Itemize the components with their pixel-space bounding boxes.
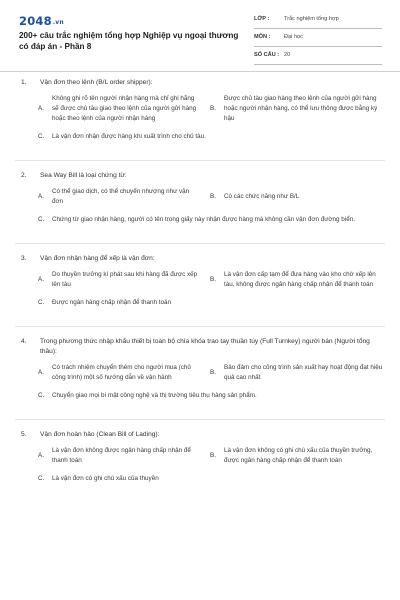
question-text [0, 337, 400, 357]
answer-options [0, 94, 400, 142]
answer-row [0, 215, 400, 225]
question-number: 4. [21, 338, 27, 345]
site-logo[interactable] [19, 14, 64, 28]
question-number: 2. [21, 172, 27, 179]
question-separator [15, 326, 385, 327]
answer-option[interactable] [38, 215, 383, 225]
answer-options [0, 187, 400, 225]
question-separator [15, 160, 385, 161]
meta-box [254, 13, 382, 67]
answer-option[interactable] [38, 94, 210, 124]
option-letter: C. [38, 392, 45, 399]
answer-row [0, 270, 400, 290]
answer-row [0, 187, 400, 207]
option-letter: B. [210, 193, 216, 200]
question-stem: Vận đơn hoàn hảo (Clean Bill of Lading): [40, 431, 160, 438]
option-text: Có thể giao dịch, có thể chuyển nhượng như vận đơn [52, 188, 190, 205]
option-letter: B. [210, 452, 216, 459]
meta-row-socau [254, 49, 382, 65]
question-stem: Vận đơn nhận hàng để xếp là vận đơn: [40, 255, 155, 262]
answer-row [0, 363, 400, 383]
option-text: Bảo đảm cho công trình sản xuất hay hoạt động đạt hiệu quả cao nhất [224, 364, 383, 381]
answer-row [0, 446, 400, 466]
option-letter: A. [38, 193, 44, 200]
option-letter: B. [210, 105, 216, 112]
question-number: 5. [21, 431, 27, 438]
option-text: Chuyển giao mọi bí mật công nghệ và thị trường tiêu thụ hàng sản phẩm. [52, 392, 257, 399]
answer-option[interactable] [210, 94, 385, 124]
option-text: Do thuyền trưởng kí phát sau khi hàng đã được xếp lên tàu [52, 271, 198, 288]
meta-value-mon: Đại học [284, 34, 303, 40]
question-text [0, 78, 400, 88]
answer-option[interactable] [38, 298, 383, 308]
option-text: Có các chức năng như B/L [224, 193, 300, 200]
answer-option[interactable] [38, 474, 383, 484]
meta-value-lop: Trắc nghiệm tổng hợp [284, 16, 339, 22]
question-list [0, 78, 400, 502]
answer-option[interactable] [38, 446, 210, 466]
option-text: Là vận đơn không được ngân hàng chấp nhận để thanh toán [52, 447, 191, 464]
answer-option[interactable] [38, 132, 383, 142]
document-title: 200+ câu trắc nghiệm tổng hợp Nghiệp vụ ngoại thương có đáp án - Phần 8 [19, 31, 239, 51]
meta-row-lop [254, 13, 382, 29]
option-letter: C. [38, 133, 45, 140]
option-letter: A. [38, 276, 44, 283]
option-text: Có trách nhiệm chuyển thêm cho người mua (chủ công trình) một số hướng dẫn về vận hành [52, 364, 191, 381]
question-separator [15, 243, 385, 244]
logo-text: 2048 [19, 14, 52, 28]
meta-label-lop: LỚP : [254, 16, 270, 22]
answer-option[interactable] [210, 192, 385, 202]
answer-option[interactable] [210, 270, 385, 290]
logo-suffix: .vn [52, 19, 64, 26]
question-item [0, 337, 400, 419]
meta-label-mon: MÔN : [254, 34, 271, 40]
question-stem: Sea Way Bill là loại chứng từ: [40, 172, 127, 179]
question-text [0, 430, 400, 440]
option-text: Được ngân hàng chấp nhận để thanh toán [52, 299, 171, 306]
option-letter: A. [38, 369, 44, 376]
answer-row [0, 298, 400, 308]
option-text: Là vận đơn không có ghi chú xấu của thuyền trưởng, được ngân hàng chấp nhận để thanh toán [224, 447, 373, 464]
option-letter: C. [38, 475, 45, 482]
question-stem: Vận đơn theo lệnh (B/L order shipper): [40, 79, 153, 86]
question-item [0, 430, 400, 502]
option-text: Không ghi rõ tên người nhận hàng mà chỉ ghi hãng sẽ được chủ tàu giao theo lệnh của người gửi hàng hoặc theo lệnh của người nhận hàng [52, 95, 197, 122]
option-text: Được chủ tàu giao hàng theo lệnh của người gửi hàng hoặc người nhận hàng, có thể lưu thông được bằng ký hậu [224, 95, 378, 122]
answer-row [0, 474, 400, 484]
answer-option[interactable] [38, 363, 210, 383]
option-text: Là vận đơn có ghi chú xấu của thuyền [52, 475, 159, 482]
header [0, 0, 400, 70]
answer-option[interactable] [38, 187, 210, 207]
header-divider [0, 71, 400, 72]
meta-label-socau: SỐ CÂU : [254, 52, 280, 58]
answer-options [0, 270, 400, 308]
question-number: 3. [21, 255, 27, 262]
meta-row-mon [254, 31, 382, 47]
option-letter: C. [38, 299, 45, 306]
answer-option[interactable] [38, 270, 210, 290]
question-number: 1. [21, 79, 27, 86]
answer-option[interactable] [210, 446, 385, 466]
option-letter: A. [38, 452, 44, 459]
meta-value-socau: 20 [284, 52, 291, 58]
answer-row [0, 132, 400, 142]
answer-row [0, 94, 400, 124]
option-letter: C. [38, 216, 45, 223]
question-text [0, 171, 400, 181]
answer-option[interactable] [210, 363, 385, 383]
option-letter: B. [210, 276, 216, 283]
answer-row [0, 391, 400, 401]
option-text: Chứng từ giao nhận hàng, người có tên trong giấy này nhận được hàng mà không cần vận đơn đường biển. [52, 216, 355, 223]
option-text: Là vận đơn cấp tạm để đưa hàng vào kho chờ xếp lên tàu, không được ngân hàng chấp nhận để thanh toán [224, 271, 376, 288]
question-item [0, 254, 400, 326]
question-text [0, 254, 400, 264]
question-item [0, 171, 400, 243]
option-letter: B. [210, 369, 216, 376]
question-stem: Trong phương thức nhập khẩu thiết bị toàn bộ chìa khóa trao tay thuần túy (Full Turnkey) người bán (Người tổng thầu): [40, 338, 370, 355]
answer-option[interactable] [38, 391, 383, 401]
question-separator [15, 419, 385, 420]
option-letter: A. [38, 105, 44, 112]
option-text: Là vận đơn nhận được hàng khi xuất trình cho chủ tàu. [52, 133, 206, 140]
answer-options [0, 363, 400, 401]
answer-options [0, 446, 400, 484]
question-item [0, 78, 400, 160]
